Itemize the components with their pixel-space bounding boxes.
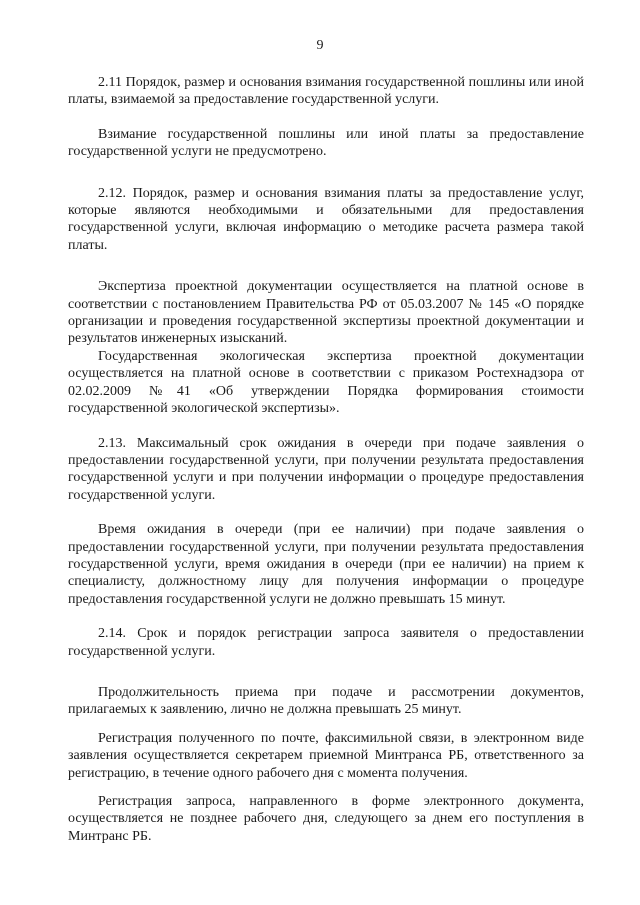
paragraph-2-14-heading: 2.14. Срок и порядок регистрации запроса заявителя о предоставлении государственной услуги. bbox=[68, 626, 584, 659]
paragraph-registration-mail: Регистрация полученного по почте, факсимильной связи, в электронном виде заявления осуществляется секретарем приемной Минтранса РБ, ответственного за регистрацию, в течение одного рабочего дня с момента получения. bbox=[68, 730, 584, 781]
paragraph-reception-duration: Продолжительность приема при подаче и рассмотрении документов, прилагаемых к заявлению, лично не должна превышать 25 минут. bbox=[68, 684, 584, 718]
document-body bbox=[68, 74, 584, 845]
paragraph-queue-time: Время ожидания в очереди (при ее наличии) при подаче заявления о предоставлении государственной услуги, при получении результата предоставления государственной услуги, время ожидания в очереди (при ее наличии) на прием к специалисту, должностному лицу для получения информации о процедуре предоставления государственной услуги не должно превышать 15 минут. bbox=[68, 522, 584, 607]
paragraph-ecological-expertise: Государственная экологическая экспертиза проектной документации осуществляется на платной основе в соответствии с приказом Ростехнадзора от 02.02.2009 №41 «Об утверждении Порядка формирования стоимости государственной экологической экспертизы». bbox=[68, 348, 584, 417]
paragraph-project-expertise: Экспертиза проектной документации осуществляется на платной основе в соответствии с постановлением Правительства РФ от 05.03.2007 № 145 «О порядке организации и проведения государственной экспертизы проектной документации и результатов инженерных изысканий. bbox=[68, 279, 584, 347]
paragraph-fee-not-charged: Взимание государственной пошлины или иной платы за предоставление государственной услуги не предусмотрено. bbox=[68, 126, 584, 160]
page-number: 9 bbox=[316, 38, 324, 53]
paragraph-2-13-heading: 2.13. Максимальный срок ожидания в очереди при подаче заявления о предоставлении государственной услуги, при получении результата предоставления государственной услуги и при получении информации о процедуре предоставления государственной услуги. bbox=[68, 435, 584, 503]
paragraph-2-12-heading: 2.12. Порядок, размер и основания взимания платы за предоставление услуг, которые являются необходимыми и обязательными для предоставления государственной услуги, включая информацию о методике расчета размера такой платы. bbox=[68, 185, 584, 253]
paragraph-2-11-heading: 2.11 Порядок, размер и основания взимания государственной пошлины или иной платы, взимаемой за предоставление государственной услуги. bbox=[68, 75, 584, 108]
paragraph-registration-electronic: Регистрация запроса, направленного в форме электронного документа, осуществляется не позднее рабочего дня, следующего за днем его поступления в Минтранс РБ. bbox=[68, 794, 584, 844]
